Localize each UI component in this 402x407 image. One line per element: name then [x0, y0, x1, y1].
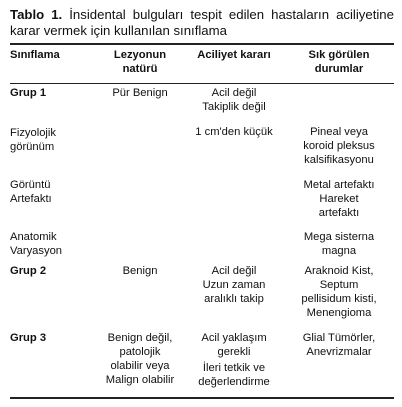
table-cell-line: Menengioma	[306, 307, 372, 319]
table-caption	[10, 7, 394, 39]
table-cell-line: olabilir veya	[110, 360, 170, 372]
table-cell-natur	[96, 331, 184, 387]
table-cell-durum	[284, 230, 394, 258]
header-aciliyet-karari: Aciliyet kararı	[197, 49, 271, 61]
table-cell-line: Malign olabilir	[105, 374, 175, 386]
table-cell-line: Görüntü	[10, 179, 51, 191]
table-cell-line: Glial Tümörler,	[302, 332, 376, 344]
table-cell-line: Takiplik değil	[202, 101, 266, 113]
table-caption-text: İnsidental bulguları tespit edilen hastaların aciliyetine karar vermek için kullanılan sınıflama	[10, 7, 394, 38]
table-cell-line: değerlendirme	[198, 376, 270, 388]
table-cell-line: Uzun zaman	[202, 279, 266, 291]
table-cell-line: Anatomik	[10, 231, 57, 243]
table-cell-aciliyet	[184, 264, 284, 306]
table-cell-line: görünüm	[10, 141, 55, 153]
table-cell-line: magna	[321, 245, 357, 257]
table-cell-siniflama	[10, 230, 96, 258]
table-cell-line: Araknoid Kist,	[304, 265, 374, 277]
table-cell-line: Acil değil	[211, 265, 257, 277]
table-cell-line: Varyasyon	[10, 245, 63, 257]
table-caption-label: Tablo 1.	[10, 7, 63, 22]
table-cell-line: Pineal veya	[310, 126, 368, 138]
table-cell-siniflama	[10, 126, 96, 154]
table-cell-siniflama: Grup 3	[10, 332, 47, 344]
table-cell-line: artefaktı	[318, 207, 360, 219]
table-cell-natur: Pür Benign	[112, 87, 168, 99]
table-cell-siniflama: Grup 2	[10, 265, 47, 277]
table-cell-line: Acil yaklaşım	[201, 332, 267, 344]
table-cell-line: Mega sisterna	[303, 231, 375, 243]
table-cell-line: Metal artefaktı	[303, 179, 375, 191]
table-cell-line: patolojik	[119, 346, 161, 358]
table-cell-siniflama: Grup 1	[10, 87, 47, 99]
table-cell-natur: Benign	[122, 265, 158, 277]
table-cell-aciliyet: 1 cm'den küçük	[195, 126, 273, 138]
table-cell-line: Anevrizmalar	[306, 346, 372, 358]
table-cell-durum	[284, 264, 394, 320]
table-cell-line: Fizyolojik	[10, 127, 57, 139]
table-cell-line: Hareket	[319, 193, 359, 205]
table-cell-line: kalsifikasyonu	[304, 154, 374, 166]
table-header-rule	[10, 83, 394, 84]
table-cell-durum	[284, 331, 394, 359]
table-cell-line: koroid pleksus	[303, 140, 375, 152]
table-cell-line: pellisidum kisti,	[301, 293, 377, 305]
table-cell-line: Benign değil,	[107, 332, 173, 344]
table-cell-durum	[284, 125, 394, 167]
table-cell-line: gerekli	[217, 346, 251, 358]
table-top-rule	[10, 43, 394, 45]
header-sik-gorulen-durumlar: Sık görülen durumlar	[308, 49, 370, 75]
table-cell-line: İleri tetkik ve	[202, 362, 266, 374]
table-cell-durum	[284, 178, 394, 220]
table-cell-line: aralıklı takip	[204, 293, 264, 305]
table-cell-aciliyet	[184, 86, 284, 114]
table-cell-siniflama	[10, 178, 96, 206]
table-cell-aciliyet	[184, 331, 284, 389]
table-cell-line: Septum	[319, 279, 359, 291]
table-bottom-rule	[10, 397, 394, 399]
header-lezyon-naturu: Lezyonun natürü	[113, 49, 167, 75]
table-cell-line: Acil değil	[211, 87, 257, 99]
header-siniflama: Sınıflama	[10, 49, 60, 61]
table-cell-line: Artefaktı	[10, 193, 52, 205]
